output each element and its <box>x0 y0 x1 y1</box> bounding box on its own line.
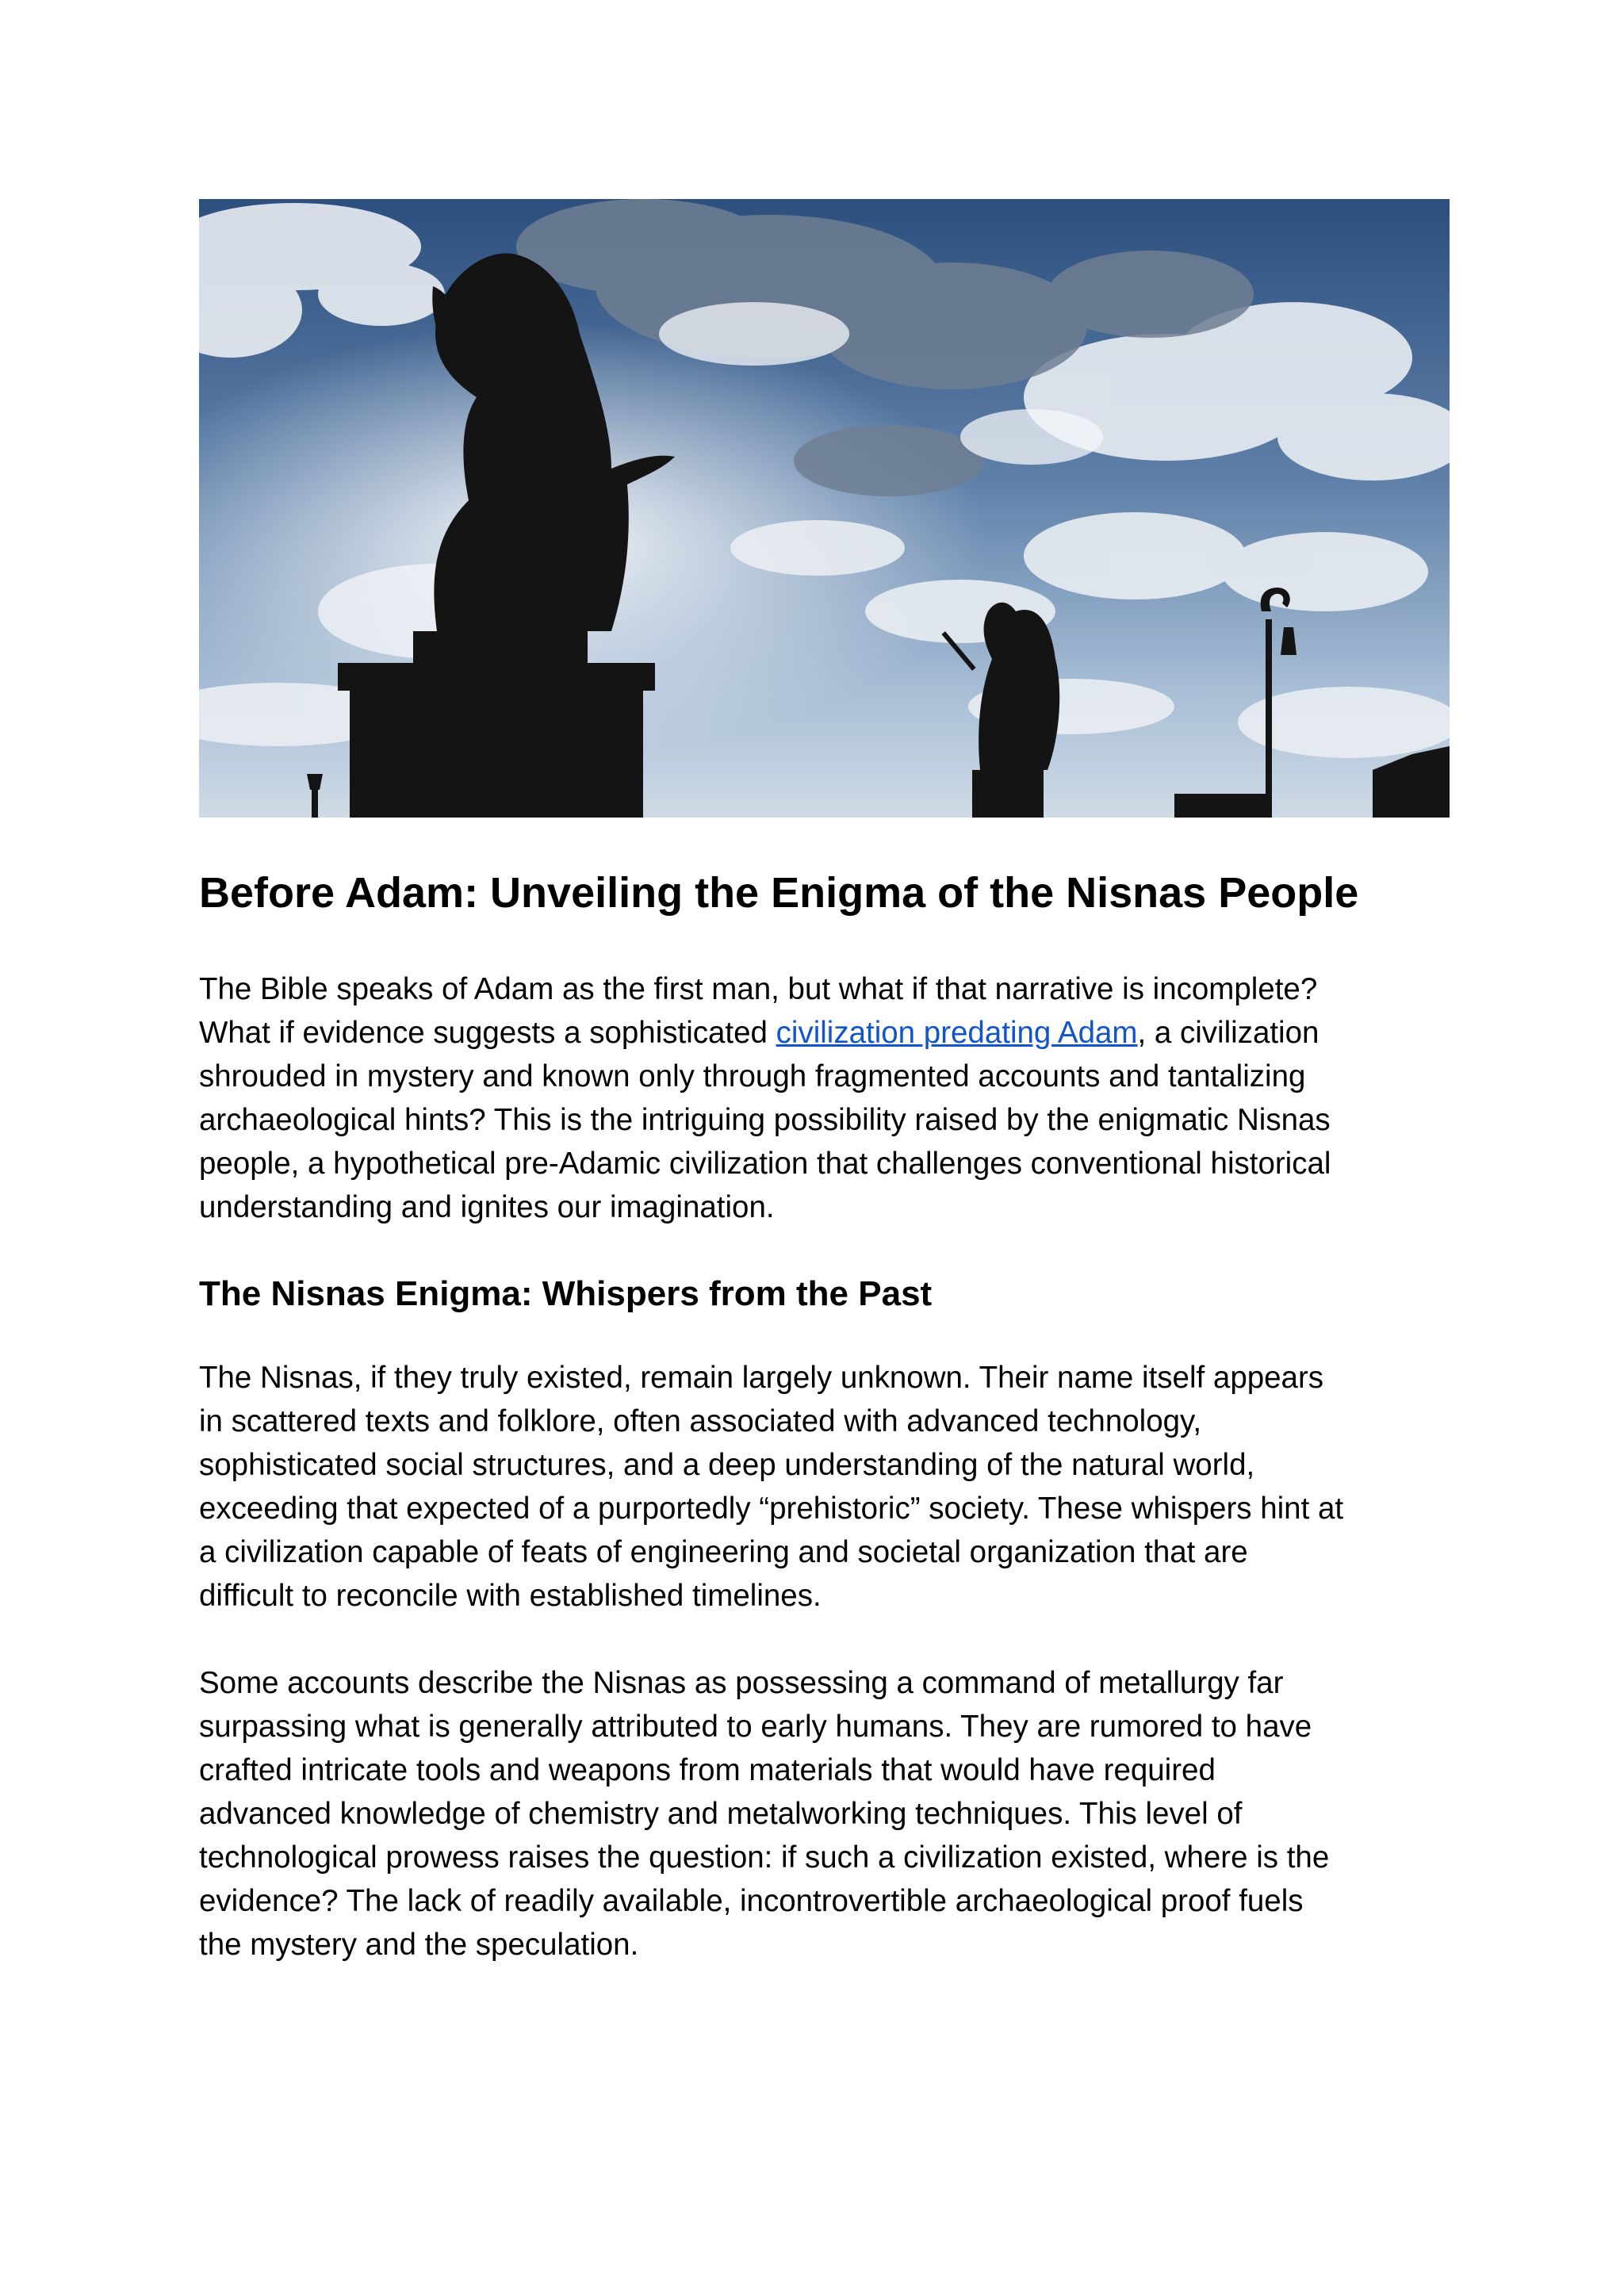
para1-line-1: The Nisnas, if they truly existed, remain largely unknown. Their name itself appears <box>199 1361 1324 1395</box>
intro-line-1: The Bible speaks of Adam as the first man, but what if that narrative is incomplete? <box>199 972 1318 1006</box>
article-title: Before Adam: Unveiling the Enigma of the Nisnas People <box>199 869 1359 917</box>
para2-line-2: surpassing what is generally attributed to early humans. They are rumored to have <box>199 1710 1312 1744</box>
para2-line-1: Some accounts describe the Nisnas as possessing a command of metallurgy far <box>199 1666 1284 1700</box>
para1-line-5: a civilization capable of feats of engineering and societal organization that are <box>199 1535 1248 1569</box>
para2-line-3: crafted intricate tools and weapons from materials that would have required <box>199 1753 1216 1787</box>
article-content <box>199 864 1450 1967</box>
civilization-predating-adam-link[interactable]: civilization predating Adam <box>776 1016 1138 1050</box>
intro-line-3: shrouded in mystery and known only through fragmented accounts and tantalizing <box>199 1059 1306 1093</box>
para2-line-4: advanced knowledge of chemistry and metalworking techniques. This level of <box>199 1797 1243 1831</box>
para1-line-3: sophisticated social structures, and a deep understanding of the natural world, <box>199 1448 1255 1482</box>
para1-line-4: exceeding that expected of a purportedly “prehistoric” society. These whispers hint at <box>199 1492 1344 1526</box>
paragraph-2 <box>199 1661 1450 1967</box>
para1-line-6: difficult to reconcile with established timelines. <box>199 1579 822 1613</box>
para2-line-6: evidence? The lack of readily available, incontrovertible archaeological proof fuels <box>199 1884 1304 1918</box>
intro-line-6: understanding and ignites our imagination. <box>199 1190 775 1224</box>
para2-line-7: the mystery and the speculation. <box>199 1928 639 1962</box>
para1-line-2: in scattered texts and folklore, often associated with advanced technology, <box>199 1404 1202 1438</box>
paragraph-1 <box>199 1356 1450 1618</box>
intro-line-2-after-link: , a civilization <box>1137 1016 1320 1050</box>
intro-line-4: archaeological hints? This is the intriguing possibility raised by the enigmatic Nisnas <box>199 1103 1331 1137</box>
section-heading: The Nisnas Enigma: Whispers from the Past <box>199 1274 933 1313</box>
angel-statues-photo <box>199 199 1450 818</box>
para2-line-5: technological prowess raises the question: if such a civilization existed, where is the <box>199 1840 1330 1875</box>
intro-line-5: people, a hypothetical pre-Adamic civilization that challenges conventional historical <box>199 1147 1331 1181</box>
intro-paragraph <box>199 967 1450 1229</box>
intro-line-2-text: What if evidence suggests a sophisticated <box>199 1016 776 1050</box>
intro-line-2 <box>199 1011 1450 1055</box>
hero-image <box>199 199 1450 818</box>
